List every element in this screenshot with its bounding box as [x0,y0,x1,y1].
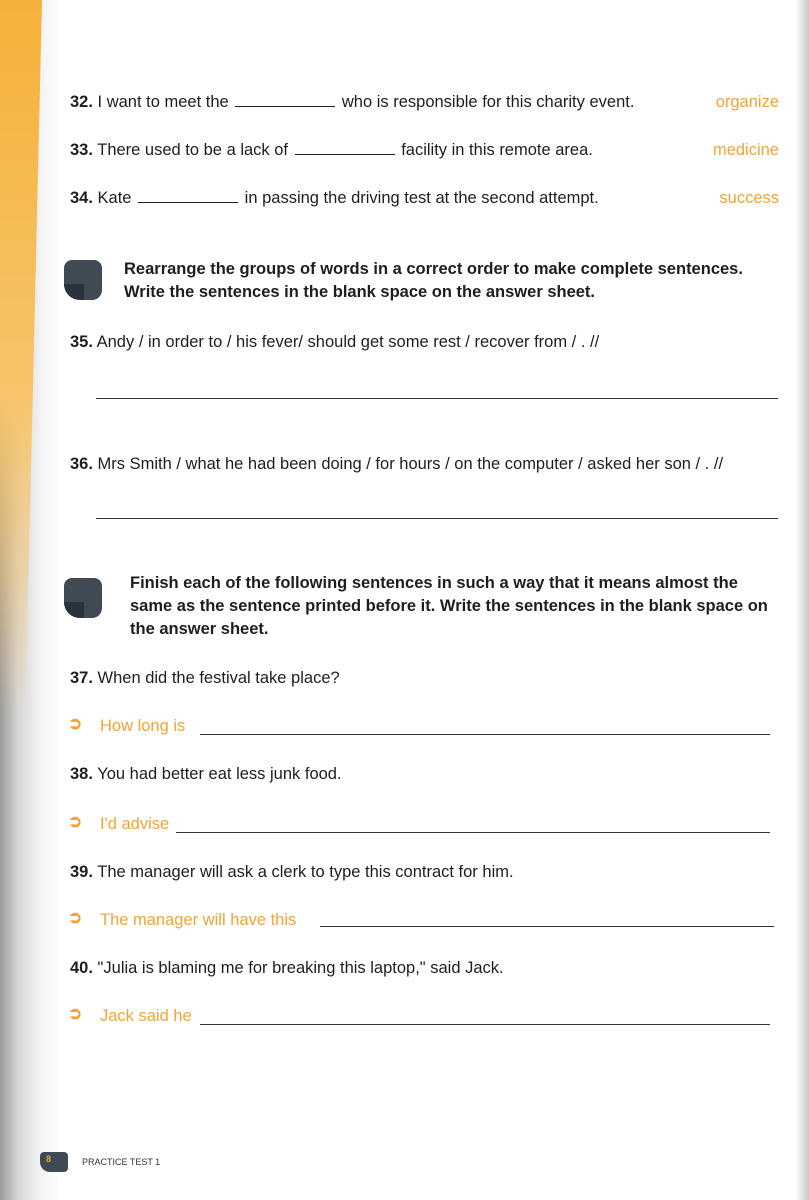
question-number: 35. [70,333,93,351]
question-text: The manager will ask a clerk to type this contract for him. [97,863,514,881]
question-number: 32. [70,93,93,111]
question-33 [70,140,593,160]
question-text: You had better eat less junk food. [97,765,342,783]
footer-label: PRACTICE TEST 1 [82,1157,161,1167]
question-32 [70,92,634,112]
question-text: When did the festival take place? [97,669,340,687]
answer-blank[interactable] [295,140,395,155]
question-number: 39. [70,863,93,881]
answer-blank[interactable] [138,188,238,203]
question-39 [70,862,514,882]
section-7-badge-icon [64,578,102,618]
answer-line-40[interactable] [200,1024,770,1025]
rewrite-prompt: Jack said he [100,1007,192,1025]
word-hint: success [719,189,779,207]
question-text-before: I want to meet the [97,93,229,111]
arrow-icon: ➲ [68,908,83,927]
question-number: 40. [70,959,93,977]
word-hint: organize [715,93,779,111]
question-number: 37. [70,669,93,687]
question-35 [70,332,599,352]
question-number: 38. [70,765,93,783]
arrow-icon: ➲ [68,1004,83,1023]
arrow-icon: ➲ [68,812,83,831]
question-text-after: in passing the driving test at the second attempt. [244,189,599,207]
question-34 [70,188,599,208]
page-number: 8 [46,1154,52,1164]
question-number: 34. [70,189,93,207]
question-text: "Julia is blaming me for breaking this laptop," said Jack. [97,959,504,977]
question-38 [70,764,342,784]
question-number: 33. [70,141,93,159]
question-40 [70,958,504,978]
question-text-after: facility in this remote area. [401,141,593,159]
answer-blank[interactable] [235,92,335,107]
question-text-before: Kate [97,189,132,207]
section-6-badge-icon [64,260,102,300]
section-6-instruction: Rearrange the groups of words in a correct order to make complete sentences. Write the sentences in the blank space on the answer sheet. [124,260,743,301]
answer-line-35[interactable] [96,398,778,399]
answer-line-39[interactable] [320,926,774,927]
question-36 [70,454,723,474]
answer-line-38[interactable] [176,832,770,833]
word-hint: medicine [712,141,779,159]
question-text: Mrs Smith / what he had been doing / for hours / on the computer / asked her son / . // [97,455,724,473]
answer-line-37[interactable] [200,734,770,735]
question-37 [70,668,340,688]
rewrite-prompt: I'd advise [100,815,170,833]
rewrite-prompt: The manager will have this [100,911,297,929]
question-text-before: There used to be a lack of [97,141,289,159]
section-7-instruction: Finish each of the following sentences in such a way that it means almost the same as the sentence printed before it. Write the sentences in the blank space on the answer sheet. [130,574,768,638]
question-text-after: who is responsible for this charity event. [341,93,635,111]
rewrite-prompt: How long is [100,717,186,735]
arrow-icon: ➲ [68,714,83,733]
answer-line-36[interactable] [96,518,778,519]
question-text: Andy / in order to / his fever/ should get some rest / recover from / . // [96,333,600,351]
question-number: 36. [70,455,93,473]
page-number-badge [40,1152,68,1172]
